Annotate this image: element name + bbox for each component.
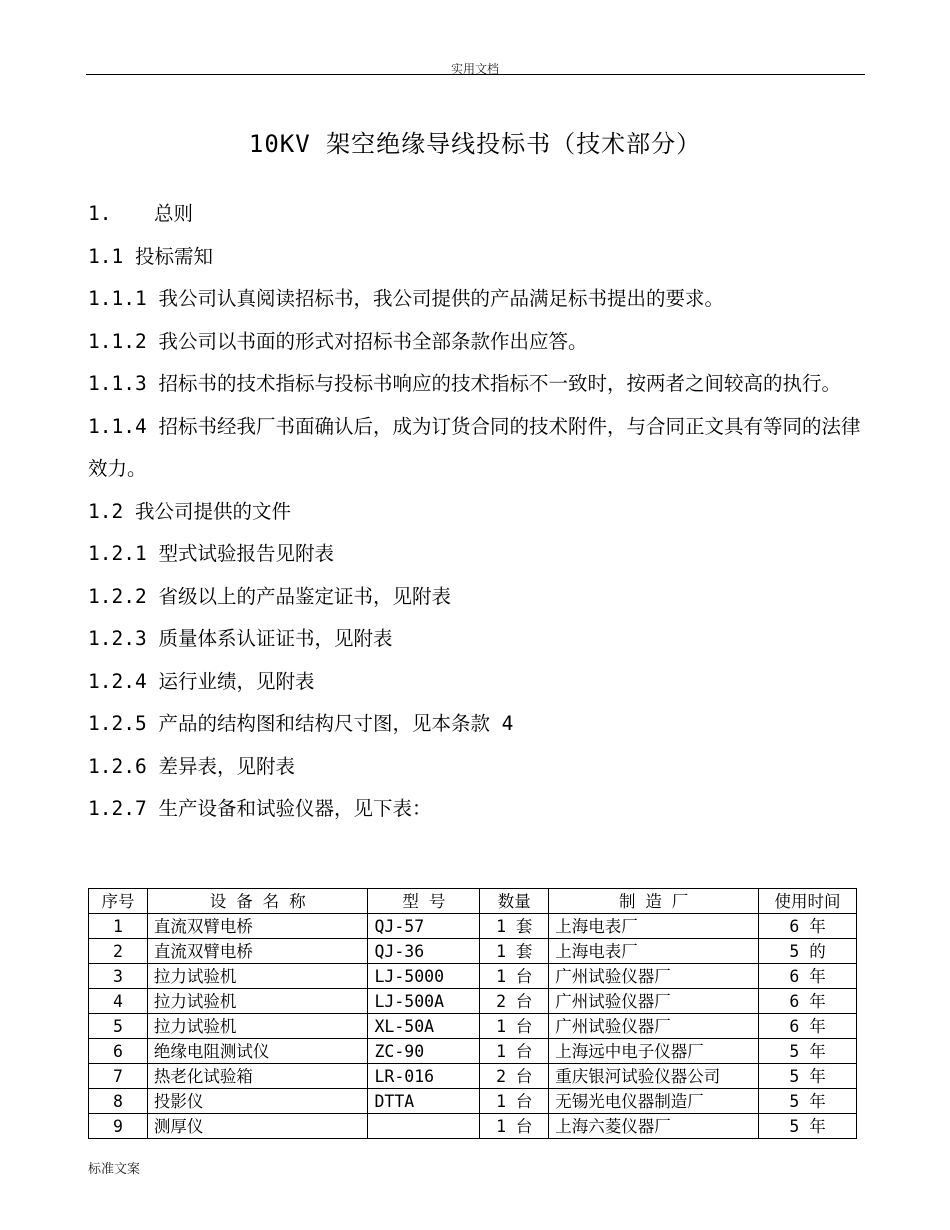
document-body — [88, 193, 863, 831]
table-row — [89, 914, 857, 939]
table-row — [89, 964, 857, 989]
paragraph: 1.2.6 差异表，见附表 — [88, 754, 295, 778]
table-cell: 直流双臂电桥 — [147, 914, 368, 939]
section-heading — [88, 193, 863, 236]
column-header: 设 备 名 称 — [147, 889, 368, 914]
table-cell: 上海电表厂 — [549, 939, 759, 964]
table-row — [89, 1014, 857, 1039]
table-cell: 投影仪 — [147, 1089, 368, 1114]
page-footer: 标准文案 — [88, 1162, 141, 1177]
table-cell: 上海电表厂 — [549, 914, 759, 939]
table-cell: 8 — [89, 1089, 148, 1114]
table-cell: 广州试验仪器厂 — [549, 964, 759, 989]
paragraph: 1.2.1 型式试验报告见附表 — [88, 542, 334, 565]
paragraph: 1.2 我公司提供的文件 — [88, 499, 291, 523]
table-cell: 6 年 — [759, 964, 857, 989]
table-cell: LJ-5000 — [368, 964, 480, 989]
table-cell: 2 — [89, 939, 148, 964]
table-cell: 重庆银河试验仪器公司 — [549, 1064, 759, 1089]
table-cell: DTTA — [368, 1089, 480, 1114]
table-cell: XL-50A — [368, 1014, 480, 1039]
table-cell: 2 台 — [480, 1064, 549, 1089]
table-row — [89, 989, 857, 1014]
table-cell: 5 年 — [759, 1089, 857, 1114]
table-cell: QJ-57 — [368, 914, 480, 939]
table-cell: 6 年 — [759, 989, 857, 1014]
column-header: 型 号 — [368, 889, 480, 914]
column-header: 使用时间 — [759, 889, 857, 914]
column-header: 制 造 厂 — [549, 889, 759, 914]
header-divider — [86, 74, 865, 75]
table-row — [89, 1089, 857, 1114]
table-cell: LJ-500A — [368, 989, 480, 1014]
paragraph: 1.1.2 我公司以书面的形式对招标书全部条款作出应答。 — [88, 329, 588, 353]
table-cell: 拉力试验机 — [147, 964, 368, 989]
table-cell: 测厚仪 — [147, 1114, 368, 1139]
table-cell: 无锡光电仪器制造厂 — [549, 1089, 759, 1114]
table-cell: 1 台 — [480, 964, 549, 989]
page-header: 实用文档 — [450, 62, 499, 76]
column-header: 数量 — [480, 889, 549, 914]
paragraph: 1.1.1 我公司认真阅读招标书，我公司提供的产品满足标书提出的要求。 — [88, 287, 724, 310]
table-cell: 7 — [89, 1064, 148, 1089]
paragraph: 1.2.2 省级以上的产品鉴定证书，见附表 — [88, 584, 451, 608]
table-cell: 绝缘电阻测试仪 — [147, 1039, 368, 1064]
table-cell: 1 台 — [480, 1014, 549, 1039]
table-cell: 1 台 — [480, 1039, 549, 1064]
table-cell: 1 台 — [480, 1114, 549, 1139]
table-cell: 上海六菱仪器厂 — [549, 1114, 759, 1139]
section-number: 1. — [88, 202, 112, 225]
paragraph: 1.1.4 招标书经我厂书面确认后，成为订货合同的技术附件，与合同正文具有等同的法律效力。 — [88, 414, 861, 480]
table-cell: LR-016 — [368, 1064, 480, 1089]
table-header-row — [89, 889, 857, 914]
table-cell: 1 套 — [480, 914, 549, 939]
table-cell: 拉力试验机 — [147, 989, 368, 1014]
table-cell: 1 — [89, 914, 148, 939]
column-header: 序号 — [89, 889, 148, 914]
table-cell: 广州试验仪器厂 — [549, 1014, 759, 1039]
table-cell: 5 年 — [759, 1064, 857, 1089]
table-cell: 直流双臂电桥 — [147, 939, 368, 964]
paragraph: 1.2.5 产品的结构图和结构尺寸图，见本条款 4 — [88, 712, 514, 735]
table-cell: 1 台 — [480, 1089, 549, 1114]
table-cell: 1 套 — [480, 939, 549, 964]
table-cell: 6 年 — [759, 1014, 857, 1039]
table-row — [89, 1064, 857, 1089]
table-cell: 5 的 — [759, 939, 857, 964]
table-cell: 5 年 — [759, 1039, 857, 1064]
paragraph: 1.1 投标需知 — [88, 244, 213, 268]
table-row — [89, 939, 857, 964]
paragraph: 1.2.3 质量体系认证证书，见附表 — [88, 627, 393, 650]
section-title: 总则 — [154, 202, 194, 225]
table-cell: 3 — [89, 964, 148, 989]
table-cell: 4 — [89, 989, 148, 1014]
table-cell — [368, 1114, 480, 1139]
table-row — [89, 1039, 857, 1064]
paragraph: 1.1.3 招标书的技术指标与投标书响应的技术指标不一致时，按两者之间较高的执行。 — [88, 372, 841, 395]
equipment-table — [88, 888, 857, 1139]
table-cell: 广州试验仪器厂 — [549, 989, 759, 1014]
table-cell: 5 — [89, 1014, 148, 1039]
table-row — [89, 1114, 857, 1139]
paragraph: 1.2.4 运行业绩，见附表 — [88, 669, 315, 693]
table-cell: ZC-90 — [368, 1039, 480, 1064]
table-cell: 上海远中电子仪器厂 — [549, 1039, 759, 1064]
table-cell: 2 台 — [480, 989, 549, 1014]
paragraph: 1.2.7 生产设备和试验仪器，见下表： — [88, 797, 432, 820]
table-cell: 6 年 — [759, 914, 857, 939]
table-cell: 9 — [89, 1114, 148, 1139]
document-title: 10KV 架空绝缘导线投标书（技术部分） — [248, 130, 702, 158]
table-cell: 6 — [89, 1039, 148, 1064]
table-cell: 热老化试验箱 — [147, 1064, 368, 1089]
table-cell: 5 年 — [759, 1114, 857, 1139]
table-cell: 拉力试验机 — [147, 1014, 368, 1039]
table-cell: QJ-36 — [368, 939, 480, 964]
